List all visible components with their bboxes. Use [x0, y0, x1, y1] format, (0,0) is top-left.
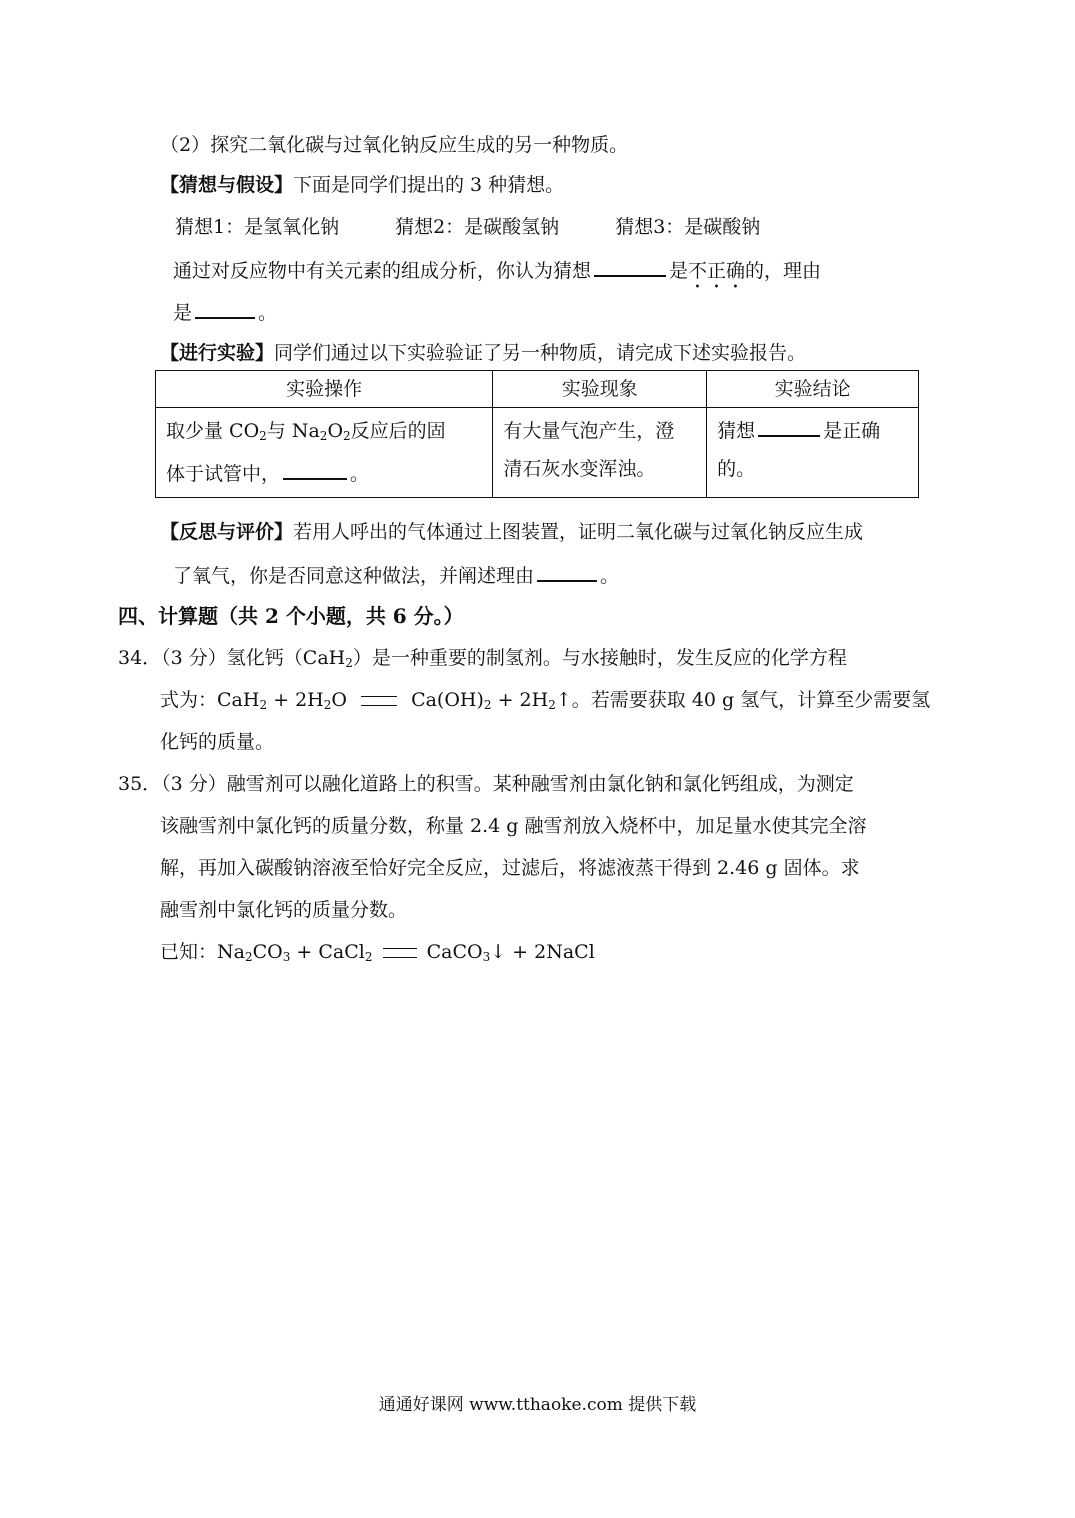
- q34-text: Ca(OH): [411, 689, 484, 711]
- q34-text: 式为：CaH: [160, 689, 260, 711]
- part2-heading: （2）探究二氧化碳与过氧化钠反应生成的另一种物质。: [160, 134, 629, 156]
- phenomenon-text: 有大量气泡产生，澄: [503, 420, 675, 442]
- q34-line-2: 式为：$CaH_2 + 2H_2O$ $Ca(OH)_2$ + $2H_2↑$。若需要获取 40 g 氢气，计算至少需要氢: [160, 689, 931, 712]
- header-operation: 实验操作: [156, 371, 493, 408]
- reflection-text: 若用人呼出的气体通过上图装置，证明二氧化碳与过氧化钠反应生成: [293, 521, 864, 543]
- equation-text: + CaCl: [296, 941, 365, 963]
- answer-blank[interactable]: [758, 415, 820, 437]
- q34-line-1: 34．（3 分）氢化钙（CaH$_2$）是一种重要的制氢剂。与水接触时，发生反应的化学方程: [118, 647, 847, 670]
- reflection-label: 【反思与评价】: [160, 521, 294, 543]
- analysis-line: [173, 255, 821, 293]
- header-phenomenon: 实验现象: [493, 371, 707, 408]
- hypothesis-label: 【猜想与假设】: [160, 174, 294, 196]
- guess-1: 猜想1：是氢氧化钠: [175, 216, 340, 238]
- guess-3: 猜想3：是碳酸钠: [615, 216, 761, 238]
- analysis-text: 通过对反应物中有关元素的组成分析，你认为猜想: [173, 260, 592, 282]
- q35-line-2: 该融雪剂中氯化钙的质量分数，称量 2.4 g 融雪剂放入烧杯中，加足量水使其完全溶: [160, 815, 867, 837]
- answer-blank[interactable]: [283, 458, 347, 480]
- conclusion-text: 的。: [717, 458, 756, 480]
- reflection-text: 了氧气，你是否同意这种做法，并阐述理由: [173, 565, 535, 587]
- operation-text: 与 Na: [266, 420, 320, 442]
- q35-line-1: 35．（3 分）融雪剂可以融化道路上的积雪。某种融雪剂由氯化钠和氯化钙组成，为测定: [118, 773, 854, 795]
- q35-known-equation: 已知：$Na_2CO_3$ + CaCl$_2$ CaCO$_3$↓ + 2NaCl: [160, 941, 595, 964]
- operation-text: O: [327, 420, 344, 442]
- experiment-label: 【进行实验】: [160, 342, 275, 364]
- analysis-text: 的，理由: [745, 260, 822, 282]
- reflection-line-1: [160, 517, 863, 547]
- answer-blank[interactable]: [195, 297, 255, 319]
- q34-text: ↑。若需要获取 40 g 氢气，计算至少需要氢: [555, 689, 931, 711]
- answer-blank[interactable]: [537, 560, 597, 582]
- reflection-text: 。: [600, 565, 620, 587]
- answer-blank[interactable]: [594, 255, 666, 277]
- q35-line-4: 融雪剂中氯化钙的质量分数。: [160, 899, 408, 921]
- equation-text: 已知：Na: [160, 941, 245, 963]
- analysis-text: 是: [669, 260, 689, 282]
- equation-text: ↓ + 2NaCl: [490, 941, 595, 963]
- q34-text: + 2H: [497, 689, 549, 711]
- reason-text: 。: [258, 302, 278, 324]
- reason-line: [173, 297, 277, 328]
- experiment-intro: 同学们通过以下实验验证了另一种物质，请完成下述实验报告。: [274, 342, 807, 364]
- hypothesis-intro-line: [160, 170, 564, 200]
- phenomenon-cell: [493, 408, 707, 498]
- reason-text: 是: [173, 302, 193, 324]
- equation-text: CaCO: [426, 941, 483, 963]
- section-heading: 四、计算题（共 2 个小题，共 6 分。）: [118, 604, 464, 628]
- operation-text: 反应后的固: [350, 420, 446, 442]
- q34-text: + 2H: [273, 689, 324, 711]
- q34-text: O: [331, 689, 347, 711]
- conclusion-text: 是正确: [823, 420, 881, 442]
- footer-credit: 通通好课网 www.tthaoke.com 提供下载: [378, 1395, 697, 1415]
- operation-text: 。: [350, 463, 370, 485]
- operation-text: 取少量 CO: [166, 420, 260, 442]
- q34-text: ）是一种重要的制氢剂。与水接触时，发生反应的化学方程: [352, 647, 847, 669]
- equals-sign-icon: [361, 696, 397, 706]
- equation-text: CO: [252, 941, 283, 963]
- operation-cell: 取少量 $CO_2$与 $Na_2O_2$反应后的固 体于试管中， 。: [156, 408, 493, 498]
- q35-line-3: 解，再加入碳酸钠溶液至恰好完全反应，过滤后，将滤液蒸干得到 2.46 g 固体。求: [160, 857, 860, 879]
- conclusion-cell: [707, 408, 919, 498]
- emphasized-text: 不正确: [688, 260, 746, 282]
- guess-2: 猜想2：是碳酸氢钠: [395, 216, 560, 238]
- header-conclusion: 实验结论: [707, 371, 919, 408]
- q34-text: 34．（3 分）氢化钙（CaH: [118, 647, 346, 669]
- reflection-line-2: [173, 560, 619, 591]
- operation-text: 体于试管中，: [166, 463, 281, 485]
- equals-sign-icon: [383, 948, 417, 958]
- guesses-line: [175, 212, 760, 242]
- hypothesis-intro: 下面是同学们提出的 3 种猜想。: [293, 174, 565, 196]
- q34-line-3: 化钙的质量。: [160, 731, 275, 753]
- conclusion-text: 猜想: [717, 420, 756, 442]
- table-row: [156, 408, 919, 498]
- experiment-intro-line: [160, 338, 806, 368]
- phenomenon-text: 清石灰水变浑浊。: [503, 458, 656, 480]
- table-header-row: [156, 371, 919, 408]
- experiment-report-table: [155, 370, 919, 498]
